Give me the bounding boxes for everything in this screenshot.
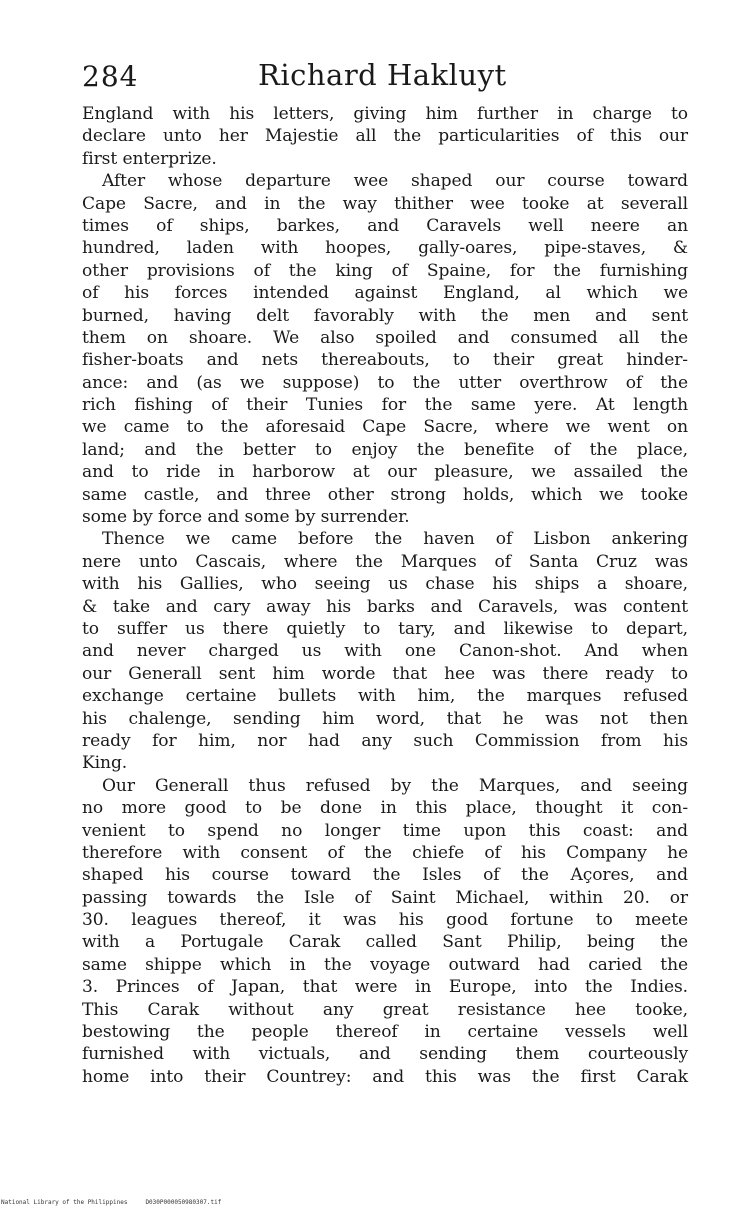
- text-line: same castle, and three other strong holds, which we tooke: [82, 484, 688, 505]
- text-line: venient to spend no longer time upon this coast: and: [82, 820, 688, 841]
- text-line: 30. leagues thereof, it was his good fortune to meete: [82, 910, 688, 931]
- text-line: his chalenge, sending him word, that he was not then: [82, 708, 688, 729]
- text-line: to suffer us there quietly to tary, and likewise to depart,: [82, 618, 688, 639]
- text-line: & take and cary away his barks and Caravels, was content: [82, 596, 688, 617]
- text-line: shaped his course toward the Isles of the Açores, and: [82, 865, 688, 886]
- text-line: bestowing the people thereof in certaine vessels well: [82, 1022, 688, 1043]
- text-line: same shippe which in the voyage outward had caried the: [82, 954, 688, 975]
- text-line: furnished with victuals, and sending them courteously: [82, 1044, 688, 1065]
- text-line: 3. Princes of Japan, that were in Europe, into the Indies.: [82, 977, 688, 998]
- text-line: passing towards the Isle of Saint Michael, within 20. or: [82, 887, 688, 908]
- file-id: D030P000050980307.tif: [145, 1199, 222, 1206]
- text-line: England with his letters, giving him further in charge to: [82, 104, 688, 124]
- text-line: and never charged us with one Canon-shot. And when: [82, 641, 688, 662]
- running-title: Richard Hakluyt: [258, 58, 507, 92]
- text-line: Cape Sacre, and in the way thither wee tooke at severall: [82, 193, 688, 214]
- text-line: and to ride in harborow at our pleasure, we assailed the: [82, 462, 688, 483]
- page-number: 284: [82, 60, 139, 93]
- text-line: King.: [82, 753, 128, 774]
- text-line: This Carak without any great resistance hee tooke,: [82, 999, 688, 1020]
- text-line: no more good to be done in this place, thought it con-: [82, 798, 688, 819]
- text-line: with his Gallies, who seeing us chase his ships a shoare,: [82, 574, 688, 595]
- text-line: rich fishing of their Tunies for the same yere. At length: [82, 395, 688, 416]
- text-line: times of ships, barkes, and Caravels well neere an: [82, 215, 688, 236]
- page-header: [82, 58, 694, 98]
- text-line: first enterprize.: [82, 148, 217, 169]
- scan-footer: [1, 1199, 239, 1206]
- text-line: some by force and some by surrender.: [82, 507, 410, 528]
- text-line: nere unto Cascais, where the Marques of Santa Cruz was: [82, 551, 688, 572]
- text-line: of his forces intended against England, al which we: [82, 283, 688, 304]
- text-line: hundred, laden with hoopes, gally-oares, pipe-staves, &: [82, 238, 688, 259]
- body-text: [82, 103, 688, 1088]
- text-line: we came to the aforesaid Cape Sacre, where we went on: [82, 417, 688, 438]
- text-line: land; and the better to enjoy the benefite of the place,: [82, 439, 688, 460]
- text-line: Thence we came before the haven of Lisbon ankering: [102, 529, 688, 550]
- text-line: Our Generall thus refused by the Marques, and seeing: [102, 775, 688, 796]
- library-credit: National Library of the Philippines: [1, 1199, 128, 1206]
- text-line: them on shoare. We also spoiled and consumed all the: [82, 327, 688, 348]
- text-line: other provisions of the king of Spaine, for the furnishing: [82, 260, 688, 281]
- text-line: declare unto her Majestie all the particularities of this our: [82, 126, 688, 147]
- text-line: our Generall sent him worde that hee was there ready to: [82, 663, 688, 684]
- text-line: fisher-boats and nets thereabouts, to their great hinder-: [82, 350, 688, 371]
- text-line: burned, having delt favorably with the men and sent: [82, 305, 688, 326]
- text-line: therefore with consent of the chiefe of his Company he: [82, 842, 688, 863]
- text-line: with a Portugale Carak called Sant Philip, being the: [82, 932, 688, 953]
- text-line: home into their Countrey: and this was the first Carak: [82, 1066, 688, 1087]
- text-line: ance: and (as we suppose) to the utter overthrow of the: [82, 372, 688, 393]
- text-line: ready for him, nor had any such Commission from his: [82, 730, 688, 751]
- text-line: After whose departure wee shaped our course toward: [102, 171, 688, 192]
- text-line: exchange certaine bullets with him, the marques refused: [82, 686, 688, 707]
